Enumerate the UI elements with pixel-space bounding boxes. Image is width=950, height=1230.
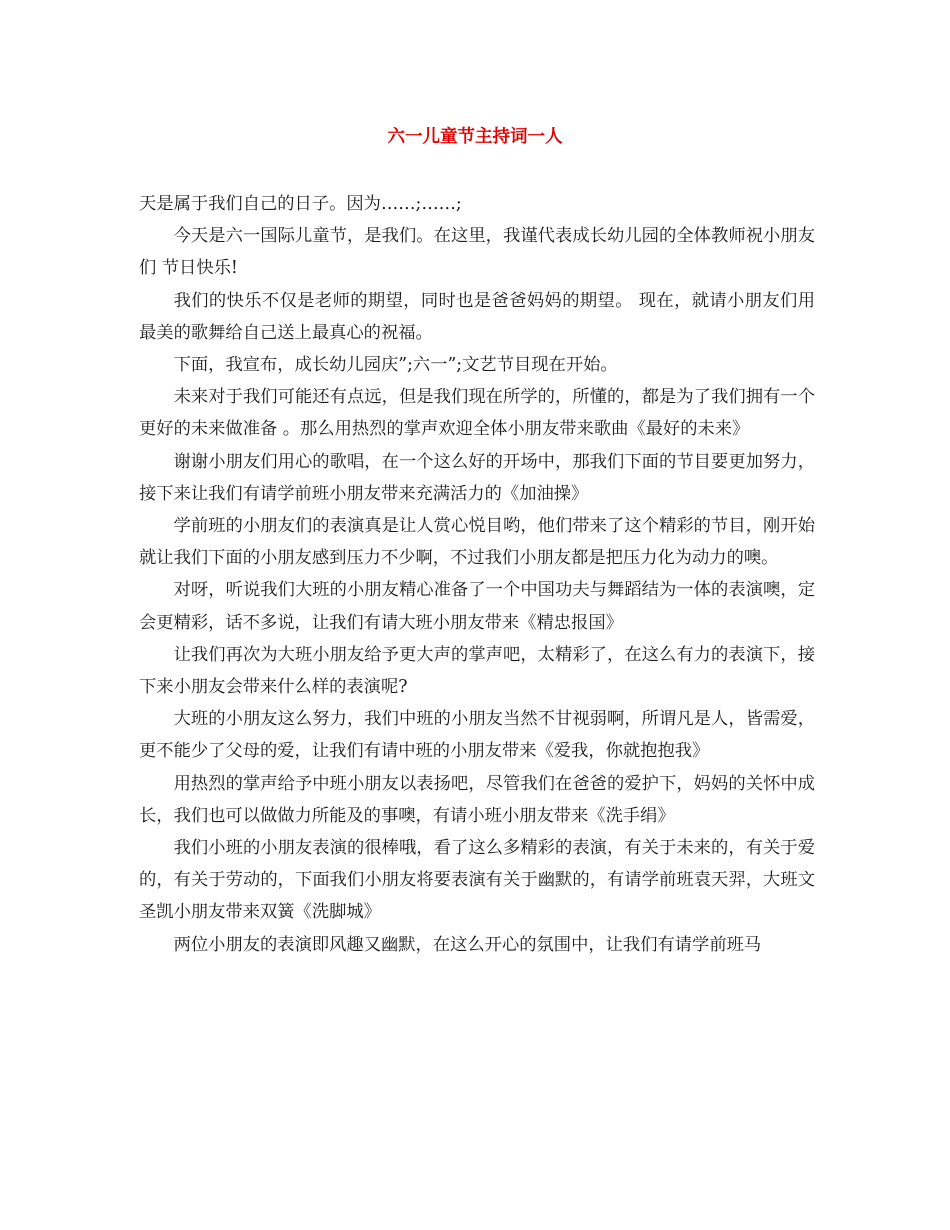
paragraph: 我们的快乐不仅是老师的期望，同时也是爸爸妈妈的期望。 现在，就请小朋友们用最美的歌舞给自己送上最真心的祝福。 (139, 290, 815, 343)
paragraph: 让我们再次为大班小朋友给予更大声的掌声吧，太精彩了，在这么有力的表演下，接下来小朋友会带来什么样的表演呢? (139, 644, 815, 698)
paragraph: 下面，我宣布，成长幼儿园庆”;六一”;文艺节目现在开始。 (173, 355, 618, 376)
paragraph: 谢谢小朋友们用心的歌唱，在一个这么好的开场中，那我们下面的节目要更加努力，接下来让我们有请学前班小朋友带来充满活力的《加油操》 (139, 451, 815, 504)
paragraph: 天是属于我们自己的日子。因为……;……; (139, 194, 462, 214)
document-title: 六一儿童节主持词一人 (387, 127, 563, 147)
paragraph: 两位小朋友的表演即风趣又幽默，在这么开心的氛围中，让我们有请学前班马 (173, 934, 762, 955)
document-body (139, 188, 815, 961)
paragraph: 大班的小朋友这么努力，我们中班的小朋友当然不甘视弱啊，所谓凡是人，皆需爱，更不能少了父母的爱，让我们有请中班的小朋友带来《爱我，你就抱抱我》 (139, 709, 815, 762)
paragraph: 未来对于我们可能还有点远，但是我们现在所学的，所懂的，都是为了我们拥有一个更好的未来做准备 。那么用热烈的掌声欢迎全体小朋友带来歌曲《最好的未来》 (139, 387, 815, 440)
paragraph: 用热烈的掌声给予中班小朋友以表扬吧，尽管我们在爸爸的爱护下，妈妈的关怀中成长，我们也可以做做力所能及的事噢，有请小班小朋友带来《洗手绢》 (139, 773, 815, 826)
paragraph: 今天是六一国际儿童节，是我们。在这里，我谨代表成长幼儿园的全体教师祝小朋友们 节日快乐! (139, 226, 815, 279)
paragraph: 我们小班的小朋友表演的很棒哦，看了这么多精彩的表演，有关于未来的，有关于爱的，有关于劳动的，下面我们小朋友将要表演有关于幽默的，有请学前班袁天羿，大班文圣凯小朋友带来双簧《洗脚城》 (139, 838, 815, 923)
paragraph: 学前班的小朋友们的表演真是让人赏心悦目哟，他们带来了这个精彩的节目，刚开始就让我们下面的小朋友感到压力不少啊，不过我们小朋友都是把压力化为动力的噢。 (139, 516, 815, 569)
paragraph: 对呀，听说我们大班的小朋友精心准备了一个中国功夫与舞蹈结为一体的表演噢，定会更精彩，话不多说，让我们有请大班小朋友带来《精忠报国》 (139, 580, 815, 633)
